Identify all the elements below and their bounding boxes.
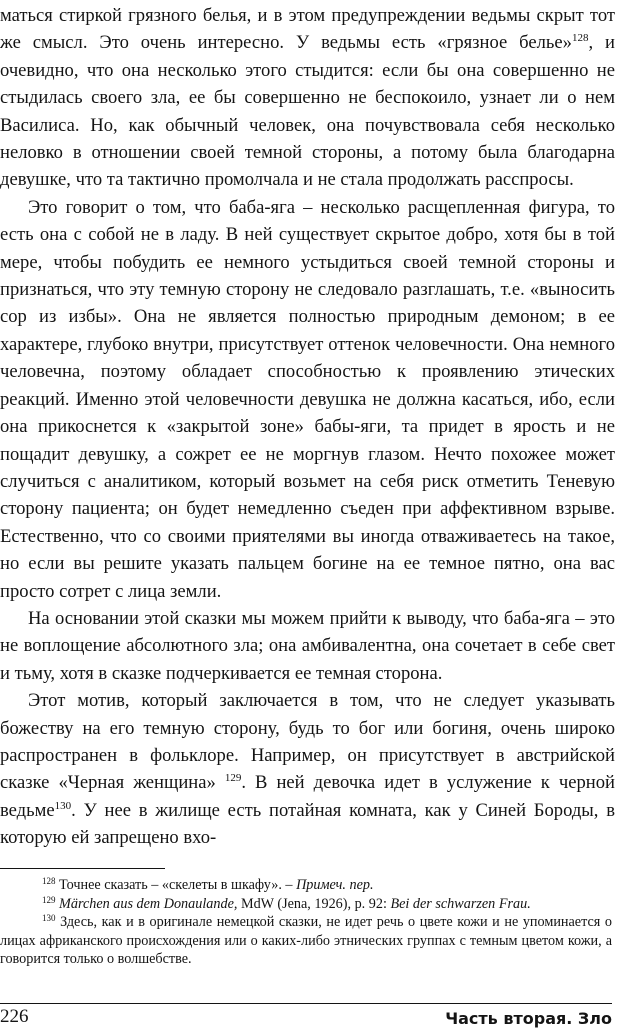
text-run: На основании этой сказки мы можем прийти к выводу, что баба-яга – это не воплощение абсолютного зла; она амбивалентна, она сочетает в себе свет и тьму, хотя в сказке подчеркивается ее темная сторона.	[0, 607, 615, 684]
page-number: 226	[0, 1006, 29, 1027]
text-run: Здесь, как и в оригинале немецкой сказки, не идет речь о цвете кожи и не упоминается о лицах африканского происхождения или о каких-либо этнических группах с темным цветом кожи, а говорится только о волшебстве.	[0, 914, 612, 968]
italic-text: Märchen aus dem Donaulande,	[59, 895, 238, 912]
italic-text: Bei der schwarzen Frau.	[390, 895, 531, 912]
italic-text: Примеч. пер.	[296, 877, 374, 893]
running-head: Часть вторая. Зло	[445, 1009, 612, 1028]
text-run: Точнее сказать – «скелеты в шкафу». –	[55, 877, 297, 893]
text-run: Это говорит о том, что баба-яга – несколько расщепленная фигура, то есть она с собой не в ладу. В ней существует скрытое добро, хотя бы в той мере, чтобы побудить ее немного устыдиться своей темной стороны и признаться, что эту темную сторону не следовало разглашать, т.е. «выносить сор из избы». Она не является полностью природным демоном; в ее характере, глубоко внутри, присутствует оттенок человечности. Она немного человечна, поэтому обладает способностью к проявлению этических реакций. Именно этой человечности девушка не должна касаться, ибо, если она прикоснется к «закрытой зоне» бабы-яги, та придет в ярость и не пощадит девушку, а сожрет ее не моргнув глазом. Нечто похожее может случиться с аналитиком, который возьмет на себя риск отметить Теневую сторону пациента; он будет немедленно съеден при аффективном взрыве. Естественно, что со своими приятелями вы иногда отваживаетесь на такое, но если вы решите указать пальцем богине на ее темное пятно, она вас просто сотрет с лица земли.	[0, 196, 615, 602]
paragraph	[0, 194, 615, 605]
footnote-ref: 130	[54, 799, 72, 812]
paragraph	[0, 605, 615, 687]
footnotes	[0, 876, 612, 969]
footnote-ref: 128	[42, 876, 56, 886]
footnote	[0, 895, 612, 914]
text-run: . В ней девочка идет в услужение к черной ведьме	[0, 772, 615, 821]
footnote-ref: 128	[571, 32, 589, 45]
paragraph	[0, 2, 615, 194]
footer-rule	[0, 1003, 612, 1004]
body-text	[0, 2, 615, 852]
text-run: Этот мотив, который заключается в том, что не следует указывать божеству на его темную сторону, будь то бог или богиня, очень широко распространен в фольклоре. Например, он присутствует в австрийской сказке «Черная женщина»	[0, 690, 615, 794]
paragraph	[0, 687, 615, 851]
footnote-ref: 130	[42, 913, 56, 924]
text-run: маться стиркой грязного белья, и в этом предупреждении ведьмы скрыт тот же смысл. Это очень интересно. У ведьмы есть «грязное белье»	[0, 5, 615, 54]
footnote-separator	[0, 868, 165, 869]
text-run: , и очевидно, что она несколько этого стыдится: если бы она совершенно не стыдилась своего зла, ее бы совершенно не беспокоило, узнает ли о нем Василиса. Но, как обычный человек, она почувствовала себя несколько неловко в отношении своей темной стороны, а потому была благодарна девушке, что та тактично промолчала и не стала продолжать расспросы.	[0, 32, 615, 191]
text-run: MdW (Jena, 1926), p. 92:	[237, 895, 391, 912]
footnote	[0, 913, 612, 969]
footnote-ref: 129	[42, 894, 56, 905]
text-run: . У нее в жилище есть потайная комната, как у Синей Бороды, в которую ей запрещено вхо-	[0, 799, 615, 849]
footnote	[0, 876, 612, 895]
footnote-ref: 129	[224, 772, 242, 785]
